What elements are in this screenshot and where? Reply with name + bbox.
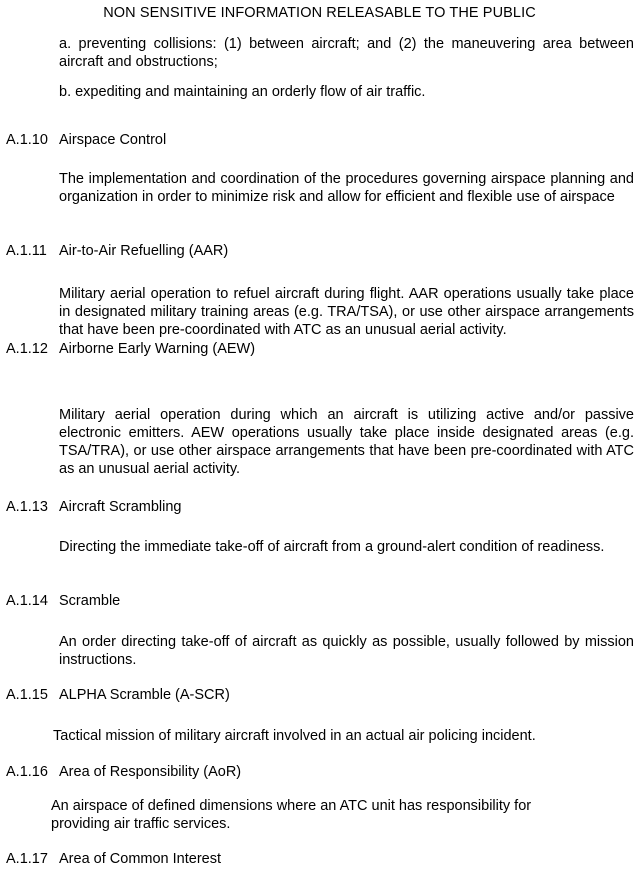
section-heading (6, 686, 230, 704)
section-number: A.1.11 (6, 243, 47, 259)
section-heading (6, 592, 120, 610)
section-title: Area of Common Interest (59, 851, 221, 867)
intro-item-b: b. expediting and maintaining an orderly flow of air traffic. (59, 84, 426, 100)
section-title: Aircraft Scrambling (59, 499, 182, 515)
section-number: A.1.15 (6, 687, 48, 703)
section-title: Airspace Control (59, 132, 167, 148)
section-title: Area of Responsibility (AoR) (59, 764, 242, 780)
section-body: An order directing take-off of aircraft as quickly as possible, usually followed by mission instructions. (59, 634, 634, 668)
section-title: ALPHA Scramble (A-SCR) (59, 687, 230, 703)
section-number: A.1.12 (6, 341, 48, 357)
section-body: An airspace of defined dimensions where an ATC unit has responsibility for providing air traffic services. (51, 798, 532, 832)
section-number: A.1.10 (6, 132, 48, 148)
section-heading (6, 850, 221, 868)
section-number: A.1.16 (6, 764, 48, 780)
section-heading (6, 763, 241, 781)
section-body: Tactical mission of military aircraft involved in an actual air policing incident. (53, 728, 536, 744)
section-title: Air-to-Air Refuelling (AAR) (59, 243, 229, 259)
section-number: A.1.17 (6, 851, 48, 867)
section-title: Scramble (59, 593, 121, 609)
intro-item-a: a. preventing collisions: (1) between aircraft; and (2) the maneuvering area between aircraft and obstructions; (59, 36, 634, 70)
section-body: The implementation and coordination of the procedures governing airspace planning and organization in order to minimize risk and allow for efficient and flexible use of airspace (59, 171, 634, 205)
section-title: Airborne Early Warning (AEW) (59, 341, 256, 357)
section-heading (6, 131, 166, 149)
section-number: A.1.14 (6, 593, 48, 609)
section-heading (6, 498, 181, 516)
section-body: Military aerial operation to refuel aircraft during flight. AAR operations usually take place in designated military training areas (e.g. TRA/TSA), or use other airspace arrangements that have been pre-coordinated with ATC as an unusual aerial activity. (59, 286, 634, 338)
page-header: NON SENSITIVE INFORMATION RELEASABLE TO THE PUBLIC (103, 5, 536, 21)
section-heading (6, 340, 255, 358)
section-body: Military aerial operation during which an aircraft is utilizing active and/or passive electronic emitters. AEW operations usually take place inside designated areas (e.g. TSA/TRA), or use other airspace arrangements that have been pre-coordinated with ATC as an unusual aerial activity. (59, 407, 634, 477)
section-body: Directing the immediate take-off of aircraft from a ground-alert condition of readiness. (59, 539, 605, 555)
section-number: A.1.13 (6, 499, 48, 515)
section-heading (6, 242, 228, 260)
